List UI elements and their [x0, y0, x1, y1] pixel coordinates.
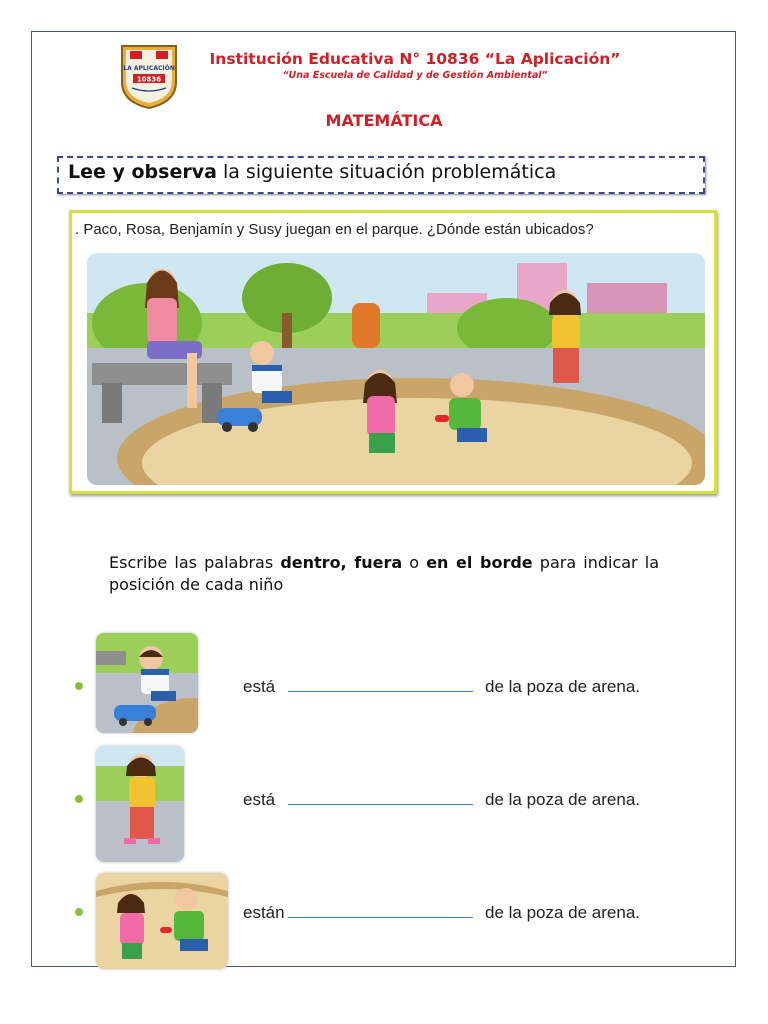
park-scene-illustration: [87, 253, 705, 485]
school-name: Institución Educativa N° 10836 “La Aplicación”: [209, 50, 621, 68]
task-text-part1: Escribe las palabras: [109, 553, 281, 572]
svg-text:10836: 10836: [136, 75, 162, 84]
thumb-paco-rosa: [96, 873, 228, 969]
svg-text:LA APLICACIÓN: LA APLICACIÓN: [123, 65, 175, 72]
thumb-benjamin: [96, 633, 198, 733]
exercise-row: [0, 630, 768, 730]
instruction-bold: Lee y observa: [68, 161, 217, 183]
answer-blank[interactable]: [288, 917, 473, 918]
bullet-icon: [75, 795, 83, 803]
exercise-row: [0, 743, 768, 843]
task-text-part3: para indicar la posición de cada niño: [109, 553, 660, 594]
exercise-tail: de la poza de arena.: [485, 903, 641, 922]
instruction-rest: la siguiente situación problemática: [216, 161, 557, 183]
exercise-verb: están: [243, 903, 285, 922]
bullet-icon: [75, 682, 83, 690]
task-instructions: [109, 552, 659, 596]
task-word-dentro-fuera: dentro, fuera: [280, 553, 403, 572]
subject-title: MATEMÁTICA: [325, 111, 443, 130]
instruction-box: [57, 156, 705, 194]
exercise-row: [0, 856, 768, 956]
scene-question: . Paco, Rosa, Benjamín y Susy juegan en el parque. ¿Dónde están ubicados?: [75, 221, 594, 238]
task-word-en-el-borde: en el borde: [426, 553, 533, 572]
thumb-susy: [96, 746, 184, 862]
school-crest-logo: [118, 42, 180, 110]
bullet-icon: [75, 908, 83, 916]
answer-blank[interactable]: [288, 804, 473, 805]
park-scene-frame: [69, 210, 717, 494]
school-motto: “Una Escuela de Calidad y de Gestión Ambiental”: [282, 70, 548, 81]
exercise-verb: está: [243, 677, 276, 696]
answer-blank[interactable]: [288, 691, 473, 692]
exercise-tail: de la poza de arena.: [485, 677, 641, 696]
task-text-part2: o: [402, 553, 427, 572]
exercise-verb: está: [243, 790, 276, 809]
exercise-tail: de la poza de arena.: [485, 790, 641, 809]
